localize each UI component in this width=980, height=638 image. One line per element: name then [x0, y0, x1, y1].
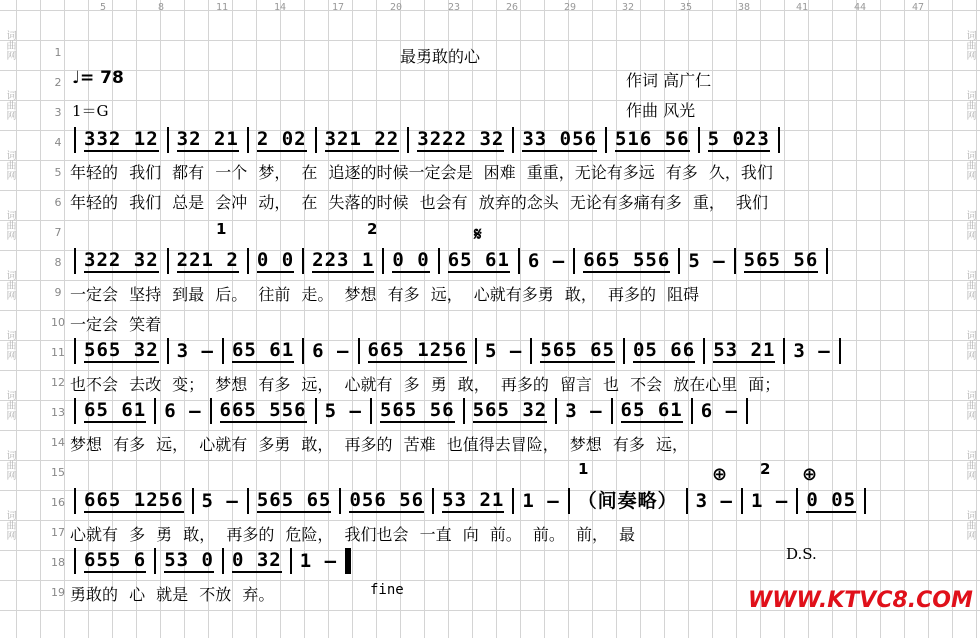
- side-watermark-text: 词曲网: [4, 90, 15, 120]
- bar-line: [154, 548, 156, 574]
- bar-line: [512, 488, 514, 514]
- left-side-watermark: [2, 30, 17, 570]
- measure-notes: 3 —: [695, 490, 733, 512]
- bar-line: [247, 127, 249, 153]
- row-number: 15: [51, 466, 65, 479]
- row-number: 9: [54, 286, 62, 299]
- lyrics-line-6: 梦想 有多 远， 心就有 多勇 敢， 再多的 苦难 也值得去冒险， 梦想 有多 远，: [70, 435, 688, 454]
- segno-sign: 𝄋: [474, 224, 482, 245]
- side-watermark-text: 词曲网: [964, 150, 975, 180]
- bar-line: [74, 248, 76, 274]
- bar-line: [734, 248, 736, 274]
- bar-line: [611, 398, 613, 424]
- side-watermark-text: 词曲网: [964, 450, 975, 480]
- measure-notes: 3 —: [176, 340, 214, 362]
- bar-line: [605, 127, 607, 153]
- measure-notes: 0 0: [392, 249, 430, 271]
- measure-notes: 332 12: [84, 128, 159, 150]
- bar-line: [407, 127, 409, 153]
- bar-line: [698, 127, 700, 153]
- measure-notes: 655 6: [84, 549, 147, 571]
- bar-line: [358, 338, 360, 364]
- bar-line: [74, 488, 76, 514]
- side-watermark-text: 词曲网: [964, 270, 975, 300]
- ruler-tick: 23: [448, 2, 461, 13]
- bar-line: [382, 248, 384, 274]
- measure-notes: 0 0: [256, 249, 295, 271]
- ruler-tick: 17: [332, 2, 345, 13]
- bar-line: [783, 338, 785, 364]
- site-watermark: WWW.KTVC8.COM: [748, 588, 973, 613]
- measure-notes: 1 —: [299, 550, 338, 572]
- ruler-tick: 8: [158, 2, 165, 13]
- ruler-tick: 35: [680, 2, 693, 13]
- measure-notes: 6 —: [312, 340, 350, 362]
- measure-notes: （间奏略）: [577, 490, 678, 512]
- volta-2-marker-b: 2: [760, 460, 771, 478]
- bar-line: [512, 127, 514, 153]
- measure-notes: 0 32: [231, 549, 282, 571]
- bar-line: [210, 398, 212, 424]
- measure-notes: 565 65: [540, 339, 615, 361]
- right-side-watermark: [962, 30, 977, 570]
- bar-line: [370, 398, 372, 424]
- measure-notes: 3222 32: [417, 128, 505, 150]
- bar-line: [222, 338, 224, 364]
- measure-notes: 5 —: [485, 340, 523, 362]
- ruler-tick: 29: [564, 2, 577, 13]
- lyrics-line-3: 一定会 坚持 到最 后。 往前 走。 梦想 有多 远， 心就有多勇 敢， 再多的 阻碍: [70, 285, 700, 304]
- composer-credit: 作曲 风光: [626, 101, 696, 120]
- bar-line: [167, 248, 169, 274]
- bar-line: [573, 248, 575, 274]
- ds-marking: D.S.: [786, 545, 817, 563]
- bar-line: [247, 488, 249, 514]
- measure-notes: 65 61: [84, 399, 147, 421]
- measure-notes: 05 66: [632, 339, 696, 361]
- measure-notes: 322 32: [84, 249, 159, 271]
- measure-notes: 6 —: [527, 250, 566, 272]
- lyrics-line-1: 年轻的 我们 都有 一个 梦， 在 追逐的时候一定会是 困难 重重，无论有多远 有多 久，我们: [70, 163, 773, 182]
- measure-notes: 65 61: [447, 249, 510, 271]
- bar-line: [568, 488, 570, 514]
- ruler-tick: 32: [622, 2, 635, 13]
- measure-notes: 665 1256: [367, 339, 468, 361]
- measure-notes: 65 61: [231, 339, 295, 361]
- bar-line: [741, 488, 743, 514]
- side-watermark-text: 词曲网: [4, 390, 15, 420]
- column-ruler: [60, 0, 925, 18]
- lyrics-line-7: 心就有 多 勇 敢， 再多的 危险， 我们也会 一直 向 前。 前。 前， 最: [70, 525, 636, 544]
- bar-line: [746, 398, 748, 424]
- measure-notes: 2 02: [256, 128, 307, 150]
- measure-notes: 3 —: [793, 340, 831, 362]
- volta-2-marker: 2: [367, 220, 378, 238]
- lyricist-credit: 作词 高广仁: [626, 71, 712, 90]
- row-number: 12: [51, 376, 65, 389]
- measure-notes: 321 22: [324, 128, 400, 150]
- row-number: 2: [54, 76, 62, 89]
- bar-line: [826, 248, 828, 274]
- measure-notes: 565 32: [84, 339, 159, 361]
- tempo-marking: ♩= 78: [72, 68, 124, 88]
- bar-line: [315, 127, 317, 153]
- side-watermark-text: 词曲网: [964, 390, 975, 420]
- bar-line: [74, 338, 76, 364]
- row-number: 18: [51, 556, 65, 569]
- coda-sign-2: ⊕: [802, 464, 818, 485]
- notation-line-4: [70, 398, 752, 424]
- row-number: 8: [54, 256, 62, 269]
- notation-line-2: [70, 248, 832, 274]
- ruler-tick: 20: [390, 2, 403, 13]
- bar-line: [530, 338, 532, 364]
- measure-notes: 565 32: [472, 399, 548, 421]
- side-watermark-text: 词曲网: [4, 510, 15, 540]
- bar-line: [167, 127, 169, 153]
- ruler-tick: 14: [274, 2, 287, 13]
- bar-line: [518, 248, 520, 274]
- measure-notes: 223 1: [312, 249, 375, 271]
- measure-notes: 516 56: [614, 128, 690, 150]
- measure-notes: 53 0: [164, 549, 214, 571]
- row-number: 16: [51, 496, 65, 509]
- ruler-tick: 44: [854, 2, 867, 13]
- row-number: 1: [54, 46, 62, 59]
- side-watermark-text: 词曲网: [964, 330, 975, 360]
- measure-notes: 665 556: [219, 399, 307, 421]
- bar-line: [74, 398, 76, 424]
- bar-line: [167, 338, 169, 364]
- side-watermark-text: 词曲网: [4, 450, 15, 480]
- row-number: 7: [54, 226, 62, 239]
- ruler-tick: 26: [506, 2, 519, 13]
- notation-line-1: [70, 127, 784, 153]
- lyrics-line-2: 年轻的 我们 总是 会冲 动， 在 失落的时候 也会有 放弃的念头 无论有多痛有多 重， 我们: [70, 193, 768, 212]
- measure-notes: 65 61: [620, 399, 683, 421]
- bar-line: [703, 338, 705, 364]
- measure-notes: 665 556: [583, 249, 671, 271]
- row-number: 3: [54, 106, 62, 119]
- measure-notes: 565 56: [743, 249, 819, 271]
- notation-line-6: [70, 548, 355, 574]
- measure-notes: 3 —: [565, 400, 603, 422]
- volta-1-marker: 1: [216, 220, 227, 238]
- bar-line: [154, 398, 156, 424]
- key-signature: 1＝G: [72, 102, 109, 120]
- bar-line: [247, 248, 249, 274]
- side-watermark-text: 词曲网: [964, 510, 975, 540]
- bar-line: [222, 548, 224, 574]
- side-watermark-text: 词曲网: [4, 30, 15, 60]
- measure-notes: 5 023: [707, 128, 770, 150]
- measure-notes: 1 —: [751, 490, 789, 512]
- measure-notes: 32 21: [176, 128, 239, 150]
- side-watermark-text: 词曲网: [4, 150, 15, 180]
- measure-notes: 6 —: [164, 400, 202, 422]
- row-number: 19: [51, 586, 65, 599]
- bar-line: [432, 488, 434, 514]
- measure-notes: 565 65: [256, 489, 332, 511]
- lyrics-line-5: 也不会 去改 变； 梦想 有多 远， 心就有 多 勇 敢， 再多的 留言 也 不会 放在心里 面；: [70, 375, 781, 394]
- coda-sign: ⊕: [712, 464, 728, 485]
- measure-notes: 53 21: [442, 489, 505, 511]
- measure-notes: 5 —: [201, 490, 239, 512]
- measure-notes: 0 05: [806, 489, 857, 511]
- bar-line: [74, 548, 76, 574]
- bar-line: [691, 398, 693, 424]
- ruler-tick: 47: [912, 2, 925, 13]
- measure-notes: 221 2: [176, 249, 239, 271]
- bar-line: [302, 248, 304, 274]
- measure-notes: 33 056: [522, 128, 597, 150]
- row-number: 6: [54, 196, 62, 209]
- bar-line: [623, 338, 625, 364]
- measure-notes: 056 56: [349, 489, 425, 511]
- bar-line: [686, 488, 688, 514]
- bar-line: [315, 398, 317, 424]
- bar-line: [555, 398, 557, 424]
- row-number: 10: [51, 316, 65, 329]
- bar-line: [678, 248, 680, 274]
- row-number: 13: [51, 406, 65, 419]
- bar-line: [864, 488, 866, 514]
- side-watermark-text: 词曲网: [964, 30, 975, 60]
- bar-line: [839, 338, 841, 364]
- ruler-tick: 41: [796, 2, 809, 13]
- bar-line: [192, 488, 194, 514]
- notation-line-5: [70, 488, 870, 514]
- bar-line: [796, 488, 798, 514]
- side-watermark-text: 词曲网: [964, 210, 975, 240]
- measure-notes: 6 —: [700, 400, 739, 422]
- side-watermark-text: 词曲网: [4, 330, 15, 360]
- measure-notes: 5 —: [688, 250, 726, 272]
- side-watermark-text: 词曲网: [964, 90, 975, 120]
- measure-notes: 565 56: [379, 399, 455, 421]
- bar-line: [438, 248, 440, 274]
- volta-1-marker-b: 1: [578, 460, 589, 478]
- notation-line-3: [70, 338, 845, 364]
- bar-line: [290, 548, 292, 574]
- lyrics-line-4: 一定会 笑着: [70, 315, 162, 334]
- ruler-tick: 11: [216, 2, 229, 13]
- ruler-tick: 5: [100, 2, 107, 13]
- bar-line: [463, 398, 465, 424]
- row-number: 14: [51, 436, 65, 449]
- row-number: 17: [51, 526, 65, 539]
- fine-marking: fine: [370, 582, 404, 598]
- bar-line: [302, 338, 304, 364]
- measure-notes: 53 21: [713, 339, 776, 361]
- measure-notes: 1 —: [522, 490, 560, 512]
- bar-line: [778, 127, 780, 153]
- bar-line: [339, 488, 341, 514]
- row-number: 4: [54, 136, 62, 149]
- side-watermark-text: 词曲网: [4, 270, 15, 300]
- bar-line: [74, 127, 76, 153]
- ruler-tick: 38: [738, 2, 751, 13]
- measure-notes: 665 1256: [84, 489, 184, 511]
- song-title: 最勇敢的心: [400, 47, 481, 66]
- row-number: 5: [54, 166, 62, 179]
- lyrics-line-8: 勇敢的 心 就是 不放 弃。: [70, 585, 275, 604]
- row-number: 11: [51, 346, 65, 359]
- bar-line: [345, 548, 351, 574]
- bar-line: [475, 338, 477, 364]
- measure-notes: 5 —: [324, 400, 362, 422]
- side-watermark-text: 词曲网: [4, 210, 15, 240]
